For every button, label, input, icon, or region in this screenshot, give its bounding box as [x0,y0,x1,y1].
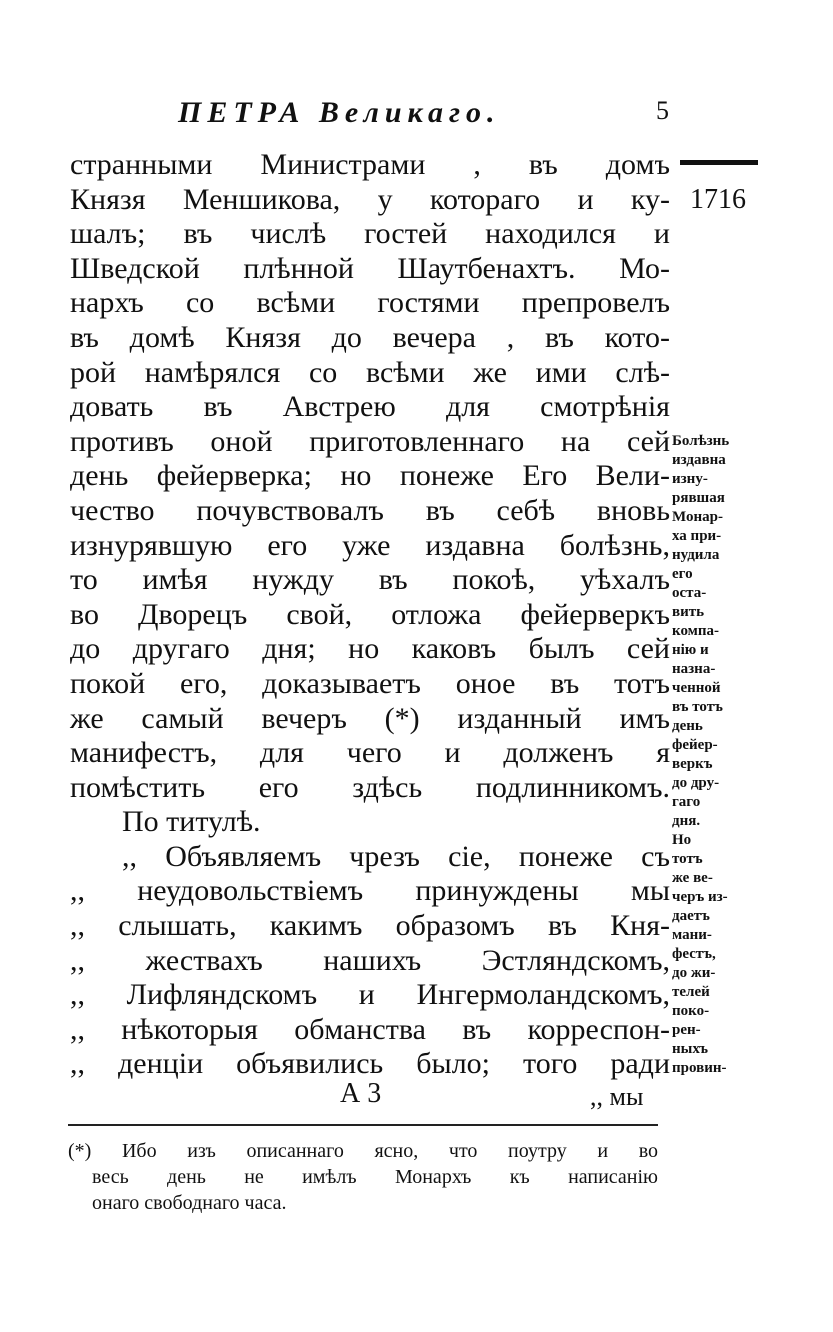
margin-note [672,432,772,1078]
text-line: противъ оной приготовленнаго на сей [70,424,670,458]
text-line: ,, жествахъ нашихъ Эстляндскомъ, [70,943,670,977]
text-line: же самый вечеръ (*) изданный имъ [70,701,670,735]
text-line: По титулѣ. [122,805,261,839]
margin-note-line: телей [672,984,710,1000]
margin-note-line: день [672,718,703,734]
text-line: нархъ со всѣми гостями препровелъ [70,286,670,320]
text-line: до другаго дня; но каковъ былъ сей [70,632,670,666]
margin-note-line: издавна [672,452,726,468]
text-line: ,, неудовольствіемъ принуждены мы [70,874,670,908]
margin-note-line: мани- [672,927,712,943]
margin-rule [680,160,758,165]
catchword: ,, мы [590,1082,644,1111]
margin-note-line: до жи- [672,965,716,981]
margin-note-line: ныхъ [672,1041,709,1057]
margin-note-line: рен- [672,1022,701,1038]
margin-note-line: тотъ [672,851,703,867]
text-line: то имѣя нужду въ покоѣ, уѣхалъ [70,563,670,597]
text-line: шалъ; въ числѣ гостей находился и [70,217,670,251]
main-text [70,148,670,1082]
footnote [68,1138,658,1216]
margin-note-line: Монар- [672,509,723,525]
page-number: 5 [656,96,669,125]
margin-note-line: ченной [672,680,721,696]
text-line: покой его, доказываетъ оное въ тотъ [70,666,670,700]
margin-note-line: черъ из- [672,889,728,905]
text-line: Шведской плѣнной Шаутбенахтъ. Мо- [70,251,670,285]
margin-note-line: гаго [672,794,701,810]
margin-note-line: оста- [672,585,707,601]
running-header [60,96,780,136]
margin-note-line: фейер- [672,737,718,753]
running-title: ПЕТРА Великаго. [178,96,501,129]
text-line: помѣстить его здѣсь подлинникомъ. [70,770,670,804]
text-line: ,, денціи объявились было; того ради [70,1047,670,1081]
margin-note-line: назна- [672,661,716,677]
footnote-line: весь день не имѣлъ Монархъ къ написанію [92,1166,658,1188]
margin-note-line: нію и [672,642,709,658]
margin-note-line: вить [672,604,705,620]
margin-note-line: изну- [672,471,708,487]
margin-note-line: ха при- [672,528,722,544]
margin-note-line: поко- [672,1003,710,1019]
text-line: ,, Объявляемъ чрезъ сіе, понеже съ [122,839,670,873]
margin-note-line: Но [672,832,692,848]
margin-note-line: провин- [672,1060,727,1076]
text-line: во Дворецъ свой, отложа фейерверкъ [70,597,670,631]
text-line: довать въ Австрею для смотрѣнія [70,390,670,424]
text-line: день фейерверка; но понеже Его Вели- [70,459,670,493]
margin-year: 1716 [690,184,746,215]
text-line: ,, нѣкоторыя обманства въ корреспон- [70,1012,670,1046]
text-line: манифестъ, для чего и долженъ я [70,736,670,770]
text-line: рой намѣрялся со всѣми же ими слѣ- [70,355,670,389]
text-line: ,, Лифляндскомъ и Ингермоландскомъ, [70,978,670,1012]
margin-note-line: же ве- [672,870,713,886]
footnote-line: (*) Ибо изъ описаннаго ясно, что поутру и во [68,1140,658,1162]
margin-note-line: до дру- [672,775,720,791]
signature-mark: А 3 [340,1078,382,1109]
text-line: ,, слышать, какимъ образомъ въ Кня- [70,909,670,943]
margin-note-line: его [672,566,693,582]
margin-note-line: даетъ [672,908,710,924]
margin-note-line: нудила [672,547,720,563]
footnote-line: онаго свободнаго часа. [92,1192,287,1214]
margin-note-line: Болѣзнь [672,433,730,449]
text-line: изнурявшую его уже издавна болѣзнь, [70,528,670,562]
text-line: странными Министрами , въ домъ [70,148,670,181]
text-line: чество почувствовалъ въ себѣ вновь [70,493,670,527]
text-line: Князя Меншикова, у котораго и ку- [70,182,670,216]
margin-note-line: фестъ, [672,946,716,962]
margin-note-line: рявшая [672,490,725,506]
margin-note-line: веркъ [672,756,713,772]
margin-note-line: дня. [672,813,701,829]
margin-note-line: въ тотъ [672,699,723,715]
footnote-rule [68,1124,658,1126]
text-line: въ домѣ Князя до вечера , въ кото- [70,320,670,354]
margin-note-line: компа- [672,623,720,639]
